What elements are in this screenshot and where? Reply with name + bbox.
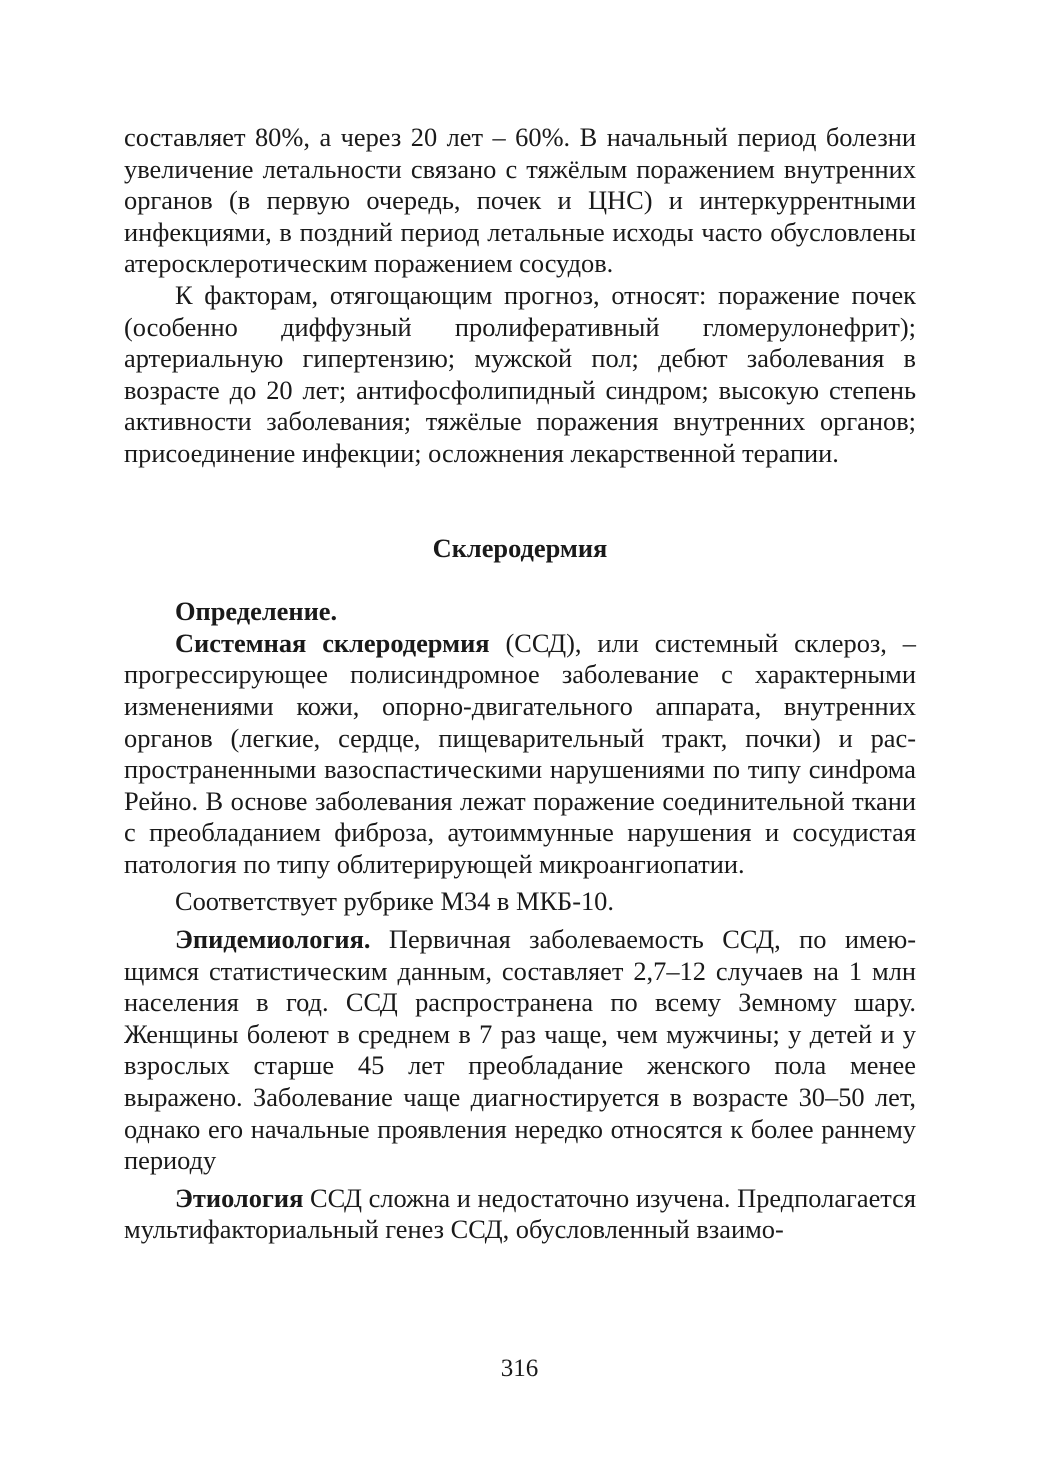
section-title: Склеродермия xyxy=(432,532,608,563)
paragraph-prognosis-stats: составляет 80%, а через 20 лет – 60%. В начальный период болезни увеличение летальности связано с тяжёлым поражением внутренних органов (в первую очередь, почек и ЦНС) и интеркуррентными инфекциями, в поздний период летальные исходы часто обусловлены атеросклеротическим поражением сосудов. xyxy=(124,122,916,279)
etiology-term: Этиология xyxy=(175,1182,304,1213)
definition-term: Системная склеродермия xyxy=(175,627,490,658)
definition-heading: Определение. xyxy=(175,596,338,627)
epidemiology-text: Первичная заболеваемость ССД, по имеющимся статистическим данным, составляет 2,7–12 случаев на 1 млн населения в год. ССД распространена по всему Земному шару. Женщины болеют в среднем в 7 раз чаще, чем мужчины; у детей и у взрослых старше 45 лет преобладание женского пола менее выражено. Заболевание чаще диагностируется в возрасте 30–50 лет, однако его начальные проявления нередко относятся к более раннему периоду xyxy=(124,924,916,1176)
epidemiology-term: Эпидемиология. xyxy=(175,924,371,955)
paragraph-etiology xyxy=(124,1183,916,1246)
etiology-text: ССД сложна и недостаточно изучена. Предполагается мультифакториальный генез ССД, обусловленный взаимо- xyxy=(124,1182,916,1245)
page-number: 316 xyxy=(500,1355,539,1382)
page-body xyxy=(124,122,916,1246)
paragraph-epidemiology xyxy=(124,924,916,1177)
paragraph-prognosis-factors: К факторам, отягощающим прогноз, относят: поражение почек (особенно диффузный пролиферативный гломерулонефрит); артериальную гипертензию; мужской пол; дебют заболевания в возрасте до 20 лет; антифосфолипидный синдром; высокую степень активности заболевания; тяжёлые поражения внутренних органов; присоединение инфекции; осложнения лекарственной терапии. xyxy=(124,279,916,468)
paragraph-definition xyxy=(124,628,916,881)
definition-text: (ССД), или системный склероз, – прогрессирующее полисиндромное заболевание с характерными изменениями кожи, опорно-двигательного аппарата, внутренних органов (легкие, сердце, пищеварительный тракт, почки) и распространенными вазоспастическими нарушениями по типу синdрома Рейно. В основе заболевания лежат поражение соединительной ткани с преобладанием фиброза, аутоиммунные нарушения и сосудистая патология по типу облитерирующей микроангиопатии. xyxy=(124,627,916,879)
paragraph-icd: Соответствует рубрике М34 в МКБ-10. xyxy=(175,886,614,917)
